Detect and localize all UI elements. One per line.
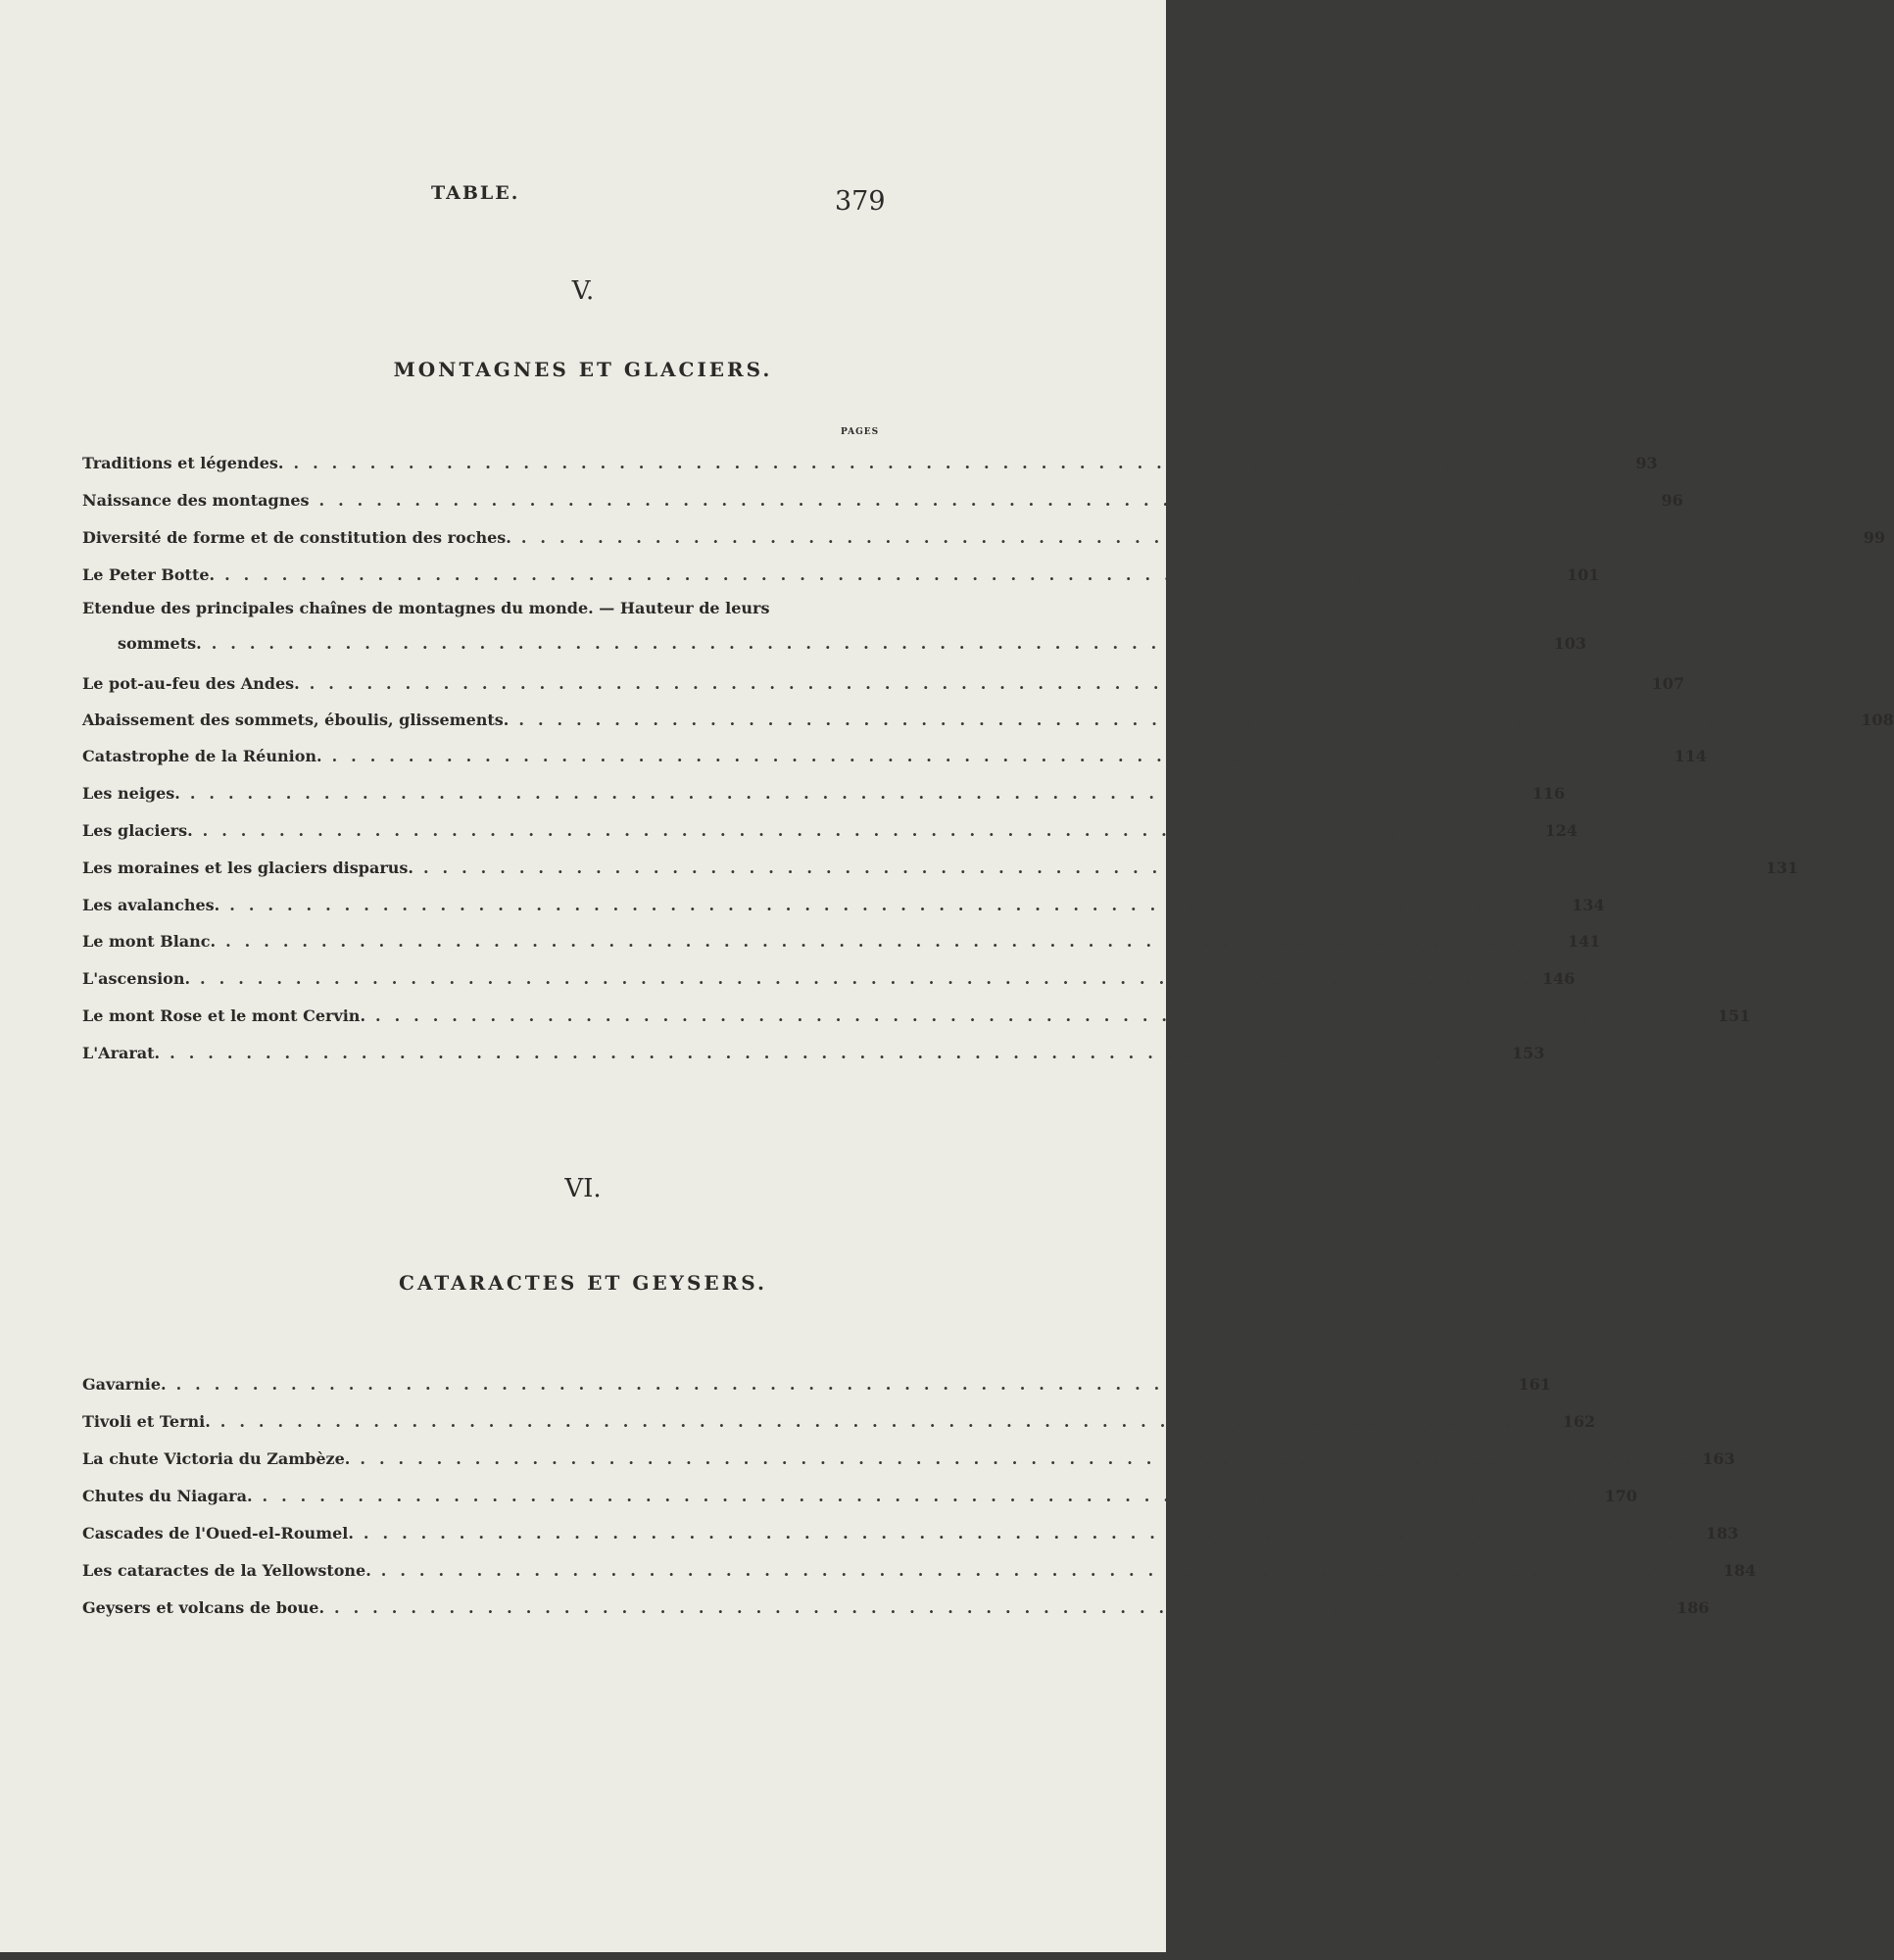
toc-entry-label: Abaissement des sommets, éboulis, glissements. bbox=[82, 710, 510, 729]
leader-dots: ...................................................................... bbox=[380, 1561, 1724, 1580]
toc-entry-page: 146 bbox=[1541, 969, 1576, 988]
toc-entry-page: 161 bbox=[1518, 1375, 1551, 1394]
toc-entry-label: Diversité de forme et de constitution des roches. bbox=[82, 528, 511, 547]
section-numeral: VI. bbox=[564, 1174, 602, 1203]
leader-dots: ...................................................................... bbox=[170, 1044, 1513, 1062]
toc-entry-page: 162 bbox=[1562, 1412, 1596, 1431]
toc-entry-label: Les cataractes de la Yellowstone. bbox=[82, 1561, 371, 1580]
toc-entry-label: Cascades de l'Oued-el-Roumel. bbox=[82, 1524, 354, 1543]
toc-entry-page: 184 bbox=[1723, 1561, 1757, 1580]
toc-entry-page: 93 bbox=[1635, 454, 1658, 472]
toc-entry-label: Catastrophe de la Réunion. bbox=[82, 747, 322, 765]
toc-entry bbox=[82, 964, 1576, 994]
leader-dots: ...................................................................... bbox=[229, 896, 1573, 914]
leader-dots: ...................................................................... bbox=[422, 858, 1766, 877]
toc-entry-label: Le pot-au-feu des Andes. bbox=[82, 674, 300, 693]
leader-dots: ...................................................................... bbox=[224, 565, 1567, 584]
toc-entry-label: Tivoli et Terni. bbox=[82, 1412, 211, 1431]
leader-dots: ...................................................................... bbox=[520, 528, 1864, 547]
leader-dots: ...................................................................... bbox=[363, 1524, 1706, 1543]
toc-entry-page: 153 bbox=[1512, 1044, 1545, 1062]
leader-dots: ...................................................................... bbox=[331, 747, 1675, 765]
toc-entry bbox=[82, 523, 1886, 553]
section-title: MONTAGNES ET GLACIERS. bbox=[393, 358, 773, 381]
leader-dots: ...................................................................... bbox=[375, 1006, 1718, 1025]
toc-entry-label: Les glaciers. bbox=[82, 821, 193, 840]
leader-dots: ...................................................................... bbox=[318, 491, 1662, 510]
toc-entry-page: 108 bbox=[1861, 710, 1894, 729]
toc-entry bbox=[82, 1002, 1751, 1031]
toc-entry-label-continued: sommets. bbox=[118, 634, 202, 653]
toc-entry-page: 151 bbox=[1717, 1006, 1751, 1025]
toc-entry bbox=[82, 486, 1683, 515]
leader-dots: ...................................................................... bbox=[200, 969, 1542, 988]
leader-dots: ...................................................................... bbox=[262, 1487, 1605, 1505]
toc-entry-page: 114 bbox=[1674, 747, 1707, 765]
leader-dots: ...................................................................... bbox=[219, 1412, 1563, 1431]
toc-entry-label: Les avalanches. bbox=[82, 896, 220, 914]
toc-entry-label: Traditions et légendes. bbox=[82, 454, 284, 472]
toc-entry bbox=[82, 1445, 1735, 1474]
toc-entry-label: Les neiges. bbox=[82, 784, 180, 803]
toc-entry-page: 99 bbox=[1863, 528, 1886, 547]
toc-entry-label: La chute Victoria du Zambèze. bbox=[82, 1449, 351, 1468]
toc-entry-page: 163 bbox=[1702, 1449, 1735, 1468]
pages-column-label: PAGES bbox=[841, 427, 880, 437]
toc-entry bbox=[82, 1593, 1710, 1623]
toc-entry bbox=[82, 449, 1658, 478]
toc-entry-label: Naissance des montagnes bbox=[82, 491, 310, 510]
toc-entry bbox=[82, 1407, 1596, 1437]
toc-entry bbox=[82, 1039, 1545, 1068]
toc-entry bbox=[82, 779, 1566, 808]
leader-dots: ...................................................................... bbox=[189, 784, 1532, 803]
toc-entry-label: L'Ararat. bbox=[82, 1044, 161, 1062]
leader-dots: ...................................................................... bbox=[518, 710, 1862, 729]
toc-entry-label: Chutes du Niagara. bbox=[82, 1487, 253, 1505]
toc-entry-page: 107 bbox=[1651, 674, 1685, 693]
toc-entry-label: Etendue des principales chaînes de montagnes du monde. — Hauteur de leurs bbox=[82, 599, 770, 617]
toc-entry-page: 141 bbox=[1568, 932, 1601, 951]
toc-entry bbox=[82, 1482, 1637, 1511]
toc-entry-label: Le mont Blanc. bbox=[82, 932, 217, 951]
toc-entry-page: 103 bbox=[1553, 634, 1587, 653]
toc-entry-page: 101 bbox=[1567, 565, 1600, 584]
leader-dots: ...................................................................... bbox=[334, 1598, 1676, 1617]
toc-entry-page: 134 bbox=[1572, 896, 1605, 914]
toc-entry-page: 170 bbox=[1604, 1487, 1637, 1505]
toc-entry-page: 96 bbox=[1661, 491, 1683, 510]
toc-entry bbox=[82, 1556, 1757, 1586]
page-number: 379 bbox=[835, 186, 886, 217]
toc-entry-page: 124 bbox=[1544, 821, 1578, 840]
toc-entry bbox=[82, 891, 1605, 920]
leader-dots: ...................................................................... bbox=[225, 932, 1569, 951]
section-title: CATARACTES ET GEYSERS. bbox=[399, 1271, 767, 1295]
toc-entry bbox=[82, 706, 1894, 735]
section-numeral: V. bbox=[571, 276, 595, 306]
toc-entry-label: Geysers et volcans de boue. bbox=[82, 1598, 325, 1617]
toc-entry bbox=[82, 669, 1685, 699]
toc-entry-page: 131 bbox=[1765, 858, 1799, 877]
toc-entry bbox=[82, 1519, 1739, 1548]
toc-entry-label: Le Peter Botte. bbox=[82, 565, 216, 584]
toc-entry-page: 116 bbox=[1531, 784, 1566, 803]
leader-dots: ...................................................................... bbox=[293, 454, 1636, 472]
toc-entry-label: Gavarnie. bbox=[82, 1375, 167, 1394]
toc-entry-page: 183 bbox=[1705, 1524, 1739, 1543]
toc-entry bbox=[82, 594, 1587, 659]
toc-entry-label: Le mont Rose et le mont Cervin. bbox=[82, 1006, 366, 1025]
toc-entry bbox=[82, 742, 1707, 771]
toc-entry bbox=[82, 1370, 1551, 1399]
leader-dots: ...................................................................... bbox=[211, 634, 1554, 653]
toc-entry bbox=[82, 927, 1601, 956]
leader-dots: ...................................................................... bbox=[309, 674, 1652, 693]
toc-entry bbox=[82, 854, 1799, 883]
leader-dots: ...................................................................... bbox=[175, 1375, 1519, 1394]
leader-dots: ...................................................................... bbox=[202, 821, 1545, 840]
leader-dots: ...................................................................... bbox=[360, 1449, 1703, 1468]
toc-entry bbox=[82, 561, 1600, 590]
running-head bbox=[0, 178, 1166, 218]
toc-entry-label: L'ascension. bbox=[82, 969, 191, 988]
toc-entry-page: 186 bbox=[1675, 1598, 1710, 1617]
toc-entry bbox=[82, 816, 1578, 846]
running-title: TABLE. bbox=[431, 182, 520, 204]
toc-entry-label: Les moraines et les glaciers disparus. bbox=[82, 858, 413, 877]
